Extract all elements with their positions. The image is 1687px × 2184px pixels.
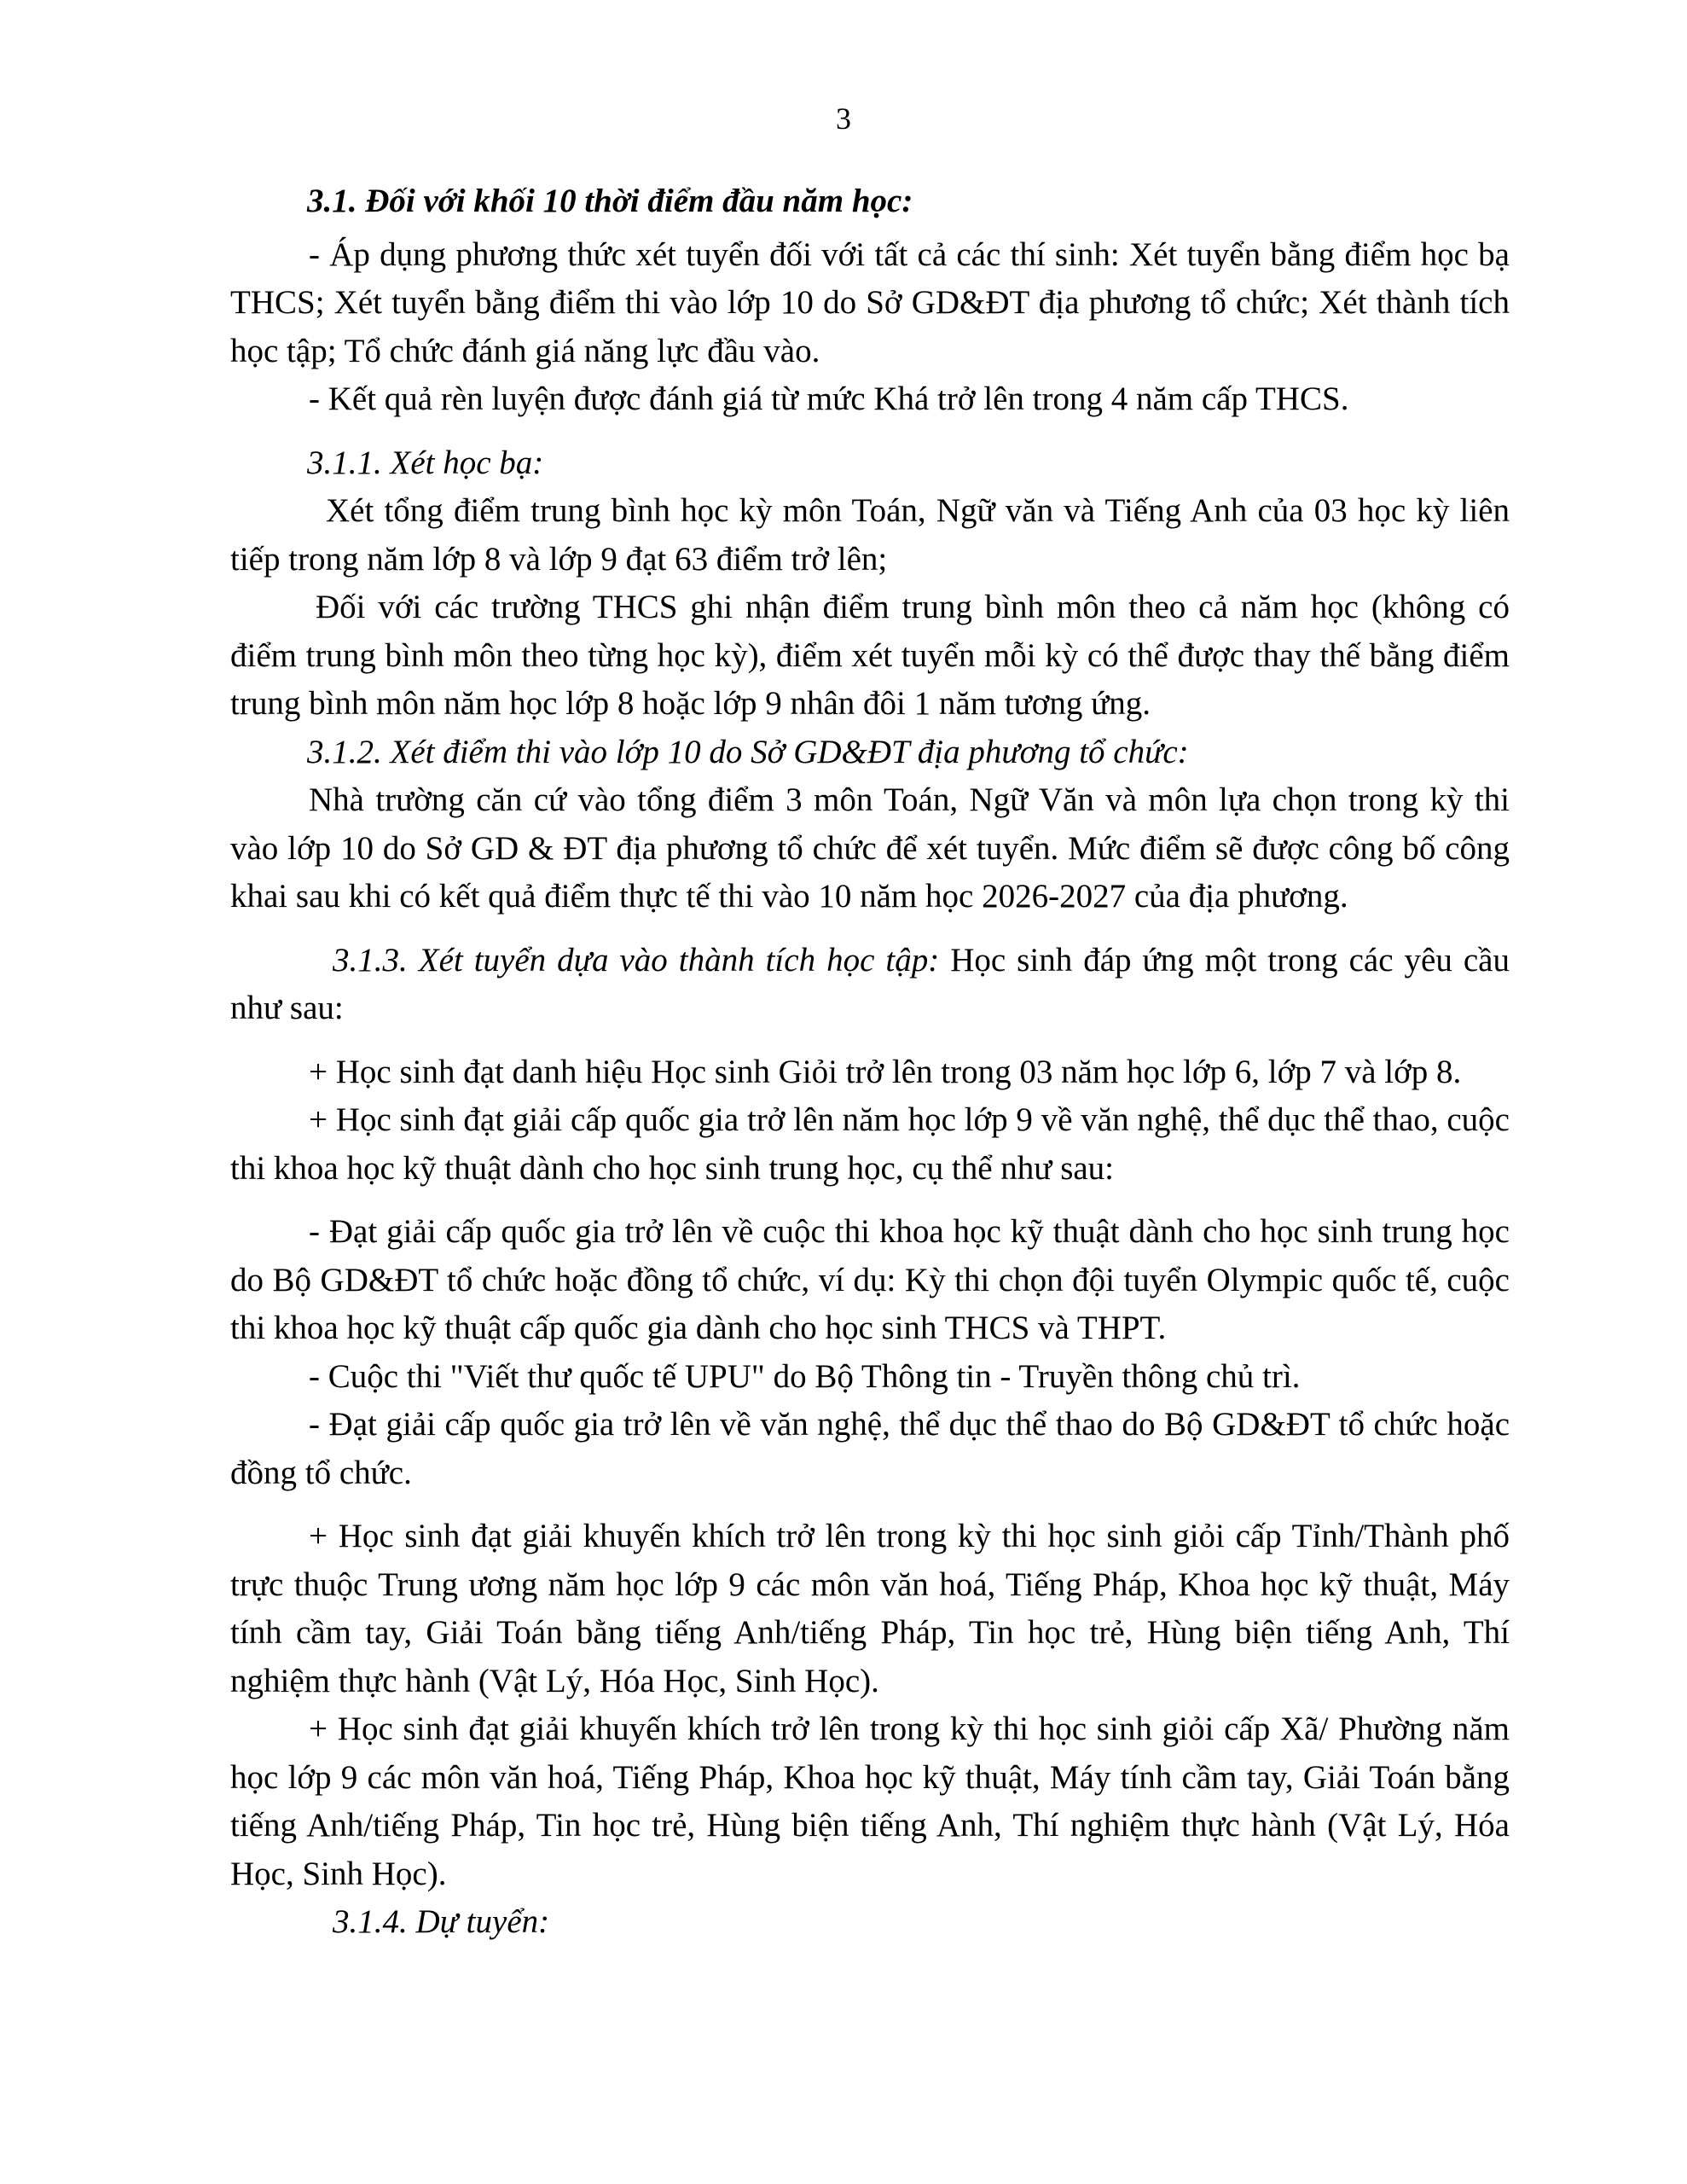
paragraph: Xét tổng điểm trung bình học kỳ môn Toán, Ngữ văn và Tiếng Anh của 03 học kỳ liên tiếp trong năm lớp 8 và lớp 9 đạt 63 điểm trở lên; (230, 492, 1510, 578)
intro-item: - Kết quả rèn luyện được đánh giá từ mức Khá trở lên trong 4 năm cấp THCS. (309, 380, 1349, 417)
paragraph: Nhà trường căn cứ vào tổng điểm 3 môn Toán, Ngữ Văn và môn lựa chọn trong kỳ thi vào lớp 10 do Sở GD & ĐT địa phương tổ chức để xét tuyển. Mức điểm sẽ được công bố công khai sau khi có kết quả điểm thực tế thi vào 10 năm học 2026-2027 của địa phương. (230, 781, 1510, 915)
paragraph: Đối với các trường THCS ghi nhận điểm trung bình môn theo cả năm học (không có điểm trung bình môn theo từng học kỳ), điểm xét tuyển mỗi kỳ có thể được thay thế bằng điểm trung bình môn năm học lớp 8 hoặc lớp 9 nhân đôi 1 năm tương ứng. (230, 589, 1510, 722)
subsection-heading-312: 3.1.2. Xét điểm thi vào lớp 10 do Sở GD&ĐT địa phương tổ chức: (307, 733, 1189, 770)
subsection-heading-313 (230, 937, 1510, 1033)
plus-item: + Học sinh đạt giải khuyến khích trở lên trong kỳ thi học sinh giỏi cấp Xã/ Phường năm học lớp 9 các môn văn hoá, Tiếng Pháp, Khoa học kỹ thuật, Máy tính cầm tay, Giải Toán bằng tiếng Anh/tiếng Pháp, Tin học trẻ, Hùng biện tiếng Anh, Thí nghiệm thực hành (Vật Lý, Hóa Học, Sinh Học). (230, 1711, 1510, 1892)
page-body (230, 177, 1510, 1947)
subsection-heading-311: 3.1.1. Xét học bạ: (307, 444, 544, 481)
subsection-heading-313-label: 3.1.3. Xét tuyển dựa vào thành tích học tập: (333, 941, 940, 979)
subsection-heading-314: 3.1.4. Dự tuyển: (333, 1903, 550, 1940)
section-heading: 3.1. Đối với khối 10 thời điểm đầu năm học: (307, 183, 913, 219)
dash-item: - Cuộc thi "Viết thư quốc tế UPU" do Bộ Thông tin - Truyền thông chủ trì. (309, 1357, 1301, 1395)
subsection-heading-313-tail: Học sinh đáp ứng một trong các yêu cầu như sau: (230, 941, 1510, 1026)
plus-item: + Học sinh đạt giải cấp quốc gia trở lên năm học lớp 9 về văn nghệ, thể dục thể thao, cuộc thi khoa học kỹ thuật dành cho học sinh trung học, cụ thể như sau: (230, 1101, 1510, 1187)
dash-item: - Đạt giải cấp quốc gia trở lên về văn nghệ, thể dục thể thao do Bộ GD&ĐT tổ chức hoặc đồng tổ chức. (230, 1406, 1510, 1491)
plus-item: + Học sinh đạt danh hiệu Học sinh Giỏi trở lên trong 03 năm học lớp 6, lớp 7 và lớp 8. (309, 1053, 1462, 1090)
page-number: 3 (836, 102, 851, 136)
intro-item: - Áp dụng phương thức xét tuyển đối với tất cả các thí sinh: Xét tuyển bằng điểm học bạ THCS; Xét tuyển bằng điểm thi vào lớp 10 do Sở GD&ĐT địa phương tổ chức; Xét thành tích học tập; Tổ chức đánh giá năng lực đầu vào. (230, 235, 1510, 369)
dash-item: - Đạt giải cấp quốc gia trở lên về cuộc thi khoa học kỹ thuật dành cho học sinh trung học do Bộ GD&ĐT tổ chức hoặc đồng tổ chức, ví dụ: Kỳ thi chọn đội tuyển Olympic quốc tế, cuộc thi khoa học kỹ thuật cấp quốc gia dành cho học sinh THCS và THPT. (230, 1213, 1510, 1346)
plus-item: + Học sinh đạt giải khuyến khích trở lên trong kỳ thi học sinh giỏi cấp Tỉnh/Thành phố trực thuộc Trung ương năm học lớp 9 các môn văn hoá, Tiếng Pháp, Khoa học kỹ thuật, Máy tính cầm tay, Giải Toán bằng tiếng Anh/tiếng Pháp, Tin học trẻ, Hùng biện tiếng Anh, Thí nghiệm thực hành (Vật Lý, Hóa Học, Sinh Học). (230, 1518, 1510, 1699)
